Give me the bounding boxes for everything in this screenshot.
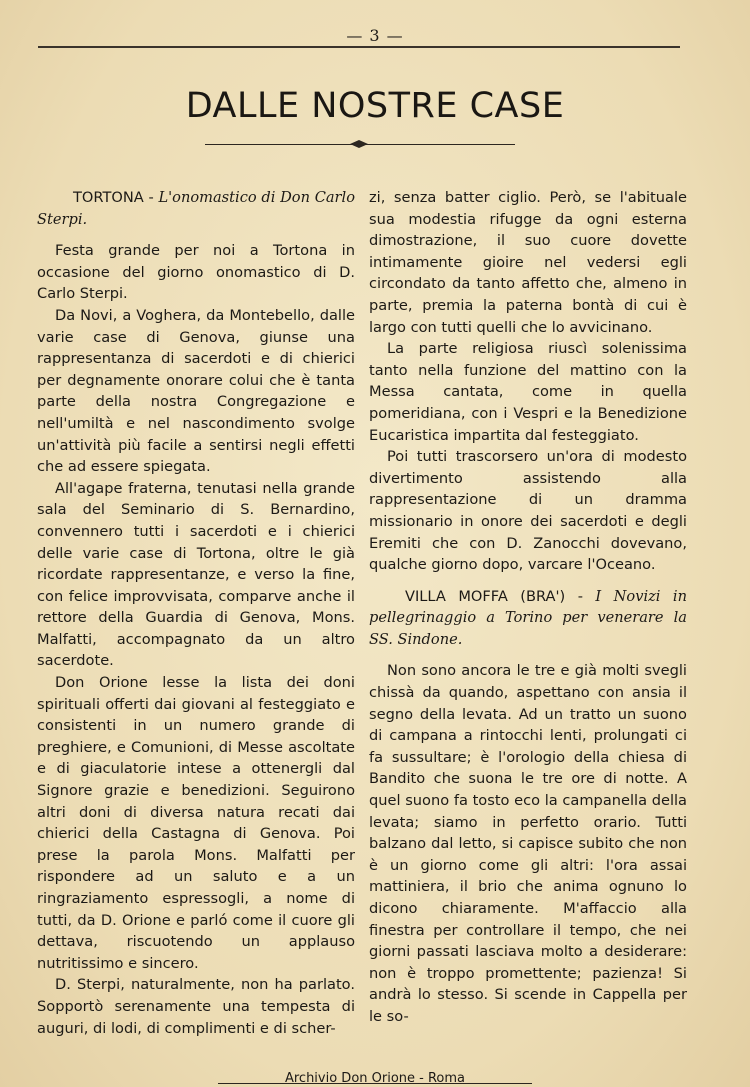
paragraph: Festa grande per noi a Tortona in occasione del giorno onomastico di D. Carlo Sterpi.	[37, 242, 355, 303]
right-column	[369, 187, 687, 1028]
paragraph: Poi tutti trascorsero un'ora di modesto divertimento assistendo alla rappresentazione di un dramma missionario in onore dei sacerdoti e degli Eremiti che con D. Zanocchi dovevano, qualche giorno dopo, varcare l'Oceano.	[369, 448, 687, 574]
paragraph: Da Novi, a Voghera, da Montebello, dalle varie case di Genova, giunse una rappresentanza di sacerdoti e di chierici per degnamente onorare colui che è tanta parte della nostra Congregazione e nell'umiltà e nel nascondimento svolge un'attività più facile a sentirsi negli effetti che ad essere spiegata.	[37, 306, 355, 476]
title-ornament	[205, 143, 515, 146]
page-number: — 3 —	[346, 26, 404, 45]
article-heading-villa-moffa	[369, 586, 687, 651]
heading-place: TORTONA -	[73, 189, 159, 206]
paragraph: D. Sterpi, naturalmente, non ha parlato. Sopportò serenamente una tempesta di auguri, di lodi, di complimenti e di scher-	[37, 976, 355, 1037]
heading-subject: I Novizi in pellegrinaggio a Torino per venerare la SS. Sindone.	[369, 587, 687, 648]
paragraph: Don Orione lesse la lista dei doni spirituali offerti dai giovani al festeggiato e consistenti in un numero grande di preghiere, e Comunioni, di Messe ascoltate e di giaculatorie intese a ottenergli dal Signore grazie e benedizioni. Seguirono altri doni di diversa natura recati dai chierici della Castagna di Genova. Poi prese la parola Mons. Malfatti per rispondere ad un saluto e a un ringraziamento espressogli, a nome di tutti, da D. Orione e parló come il cuore gli dettava, riscuotendo un applauso nutritissimo e sincero.	[37, 674, 355, 972]
paragraph: All'agape fraterna, tenutasi nella grande sala del Seminario di S. Bernardino, convennero tutti i sacerdoti e i chierici delle varie case di Tortona, oltre le già ricordate rappresentanze, e verso la fine, con felice improvvisata, comparve anche il rettore della Guardia di Genova, Mons. Malfatti, accompagnato da un altro sacerdote.	[37, 479, 355, 670]
paragraph: zi, senza batter ciglio. Però, se l'abituale sua modestia rifugge da ogni esterna dimostrazione, il suo cuore dovette intimamente gioire nel vedersi egli circondato da tanto affetto che, almeno in parte, premia la paterna bontà di cui è largo con tutti quelli che lo avvicinano.	[369, 189, 687, 336]
footer-rule	[218, 1083, 532, 1084]
ornament-diamond-icon	[350, 140, 368, 148]
paragraph: La parte religiosa riuscì solenissima tanto nella funzione del mattino con la Messa cantata, come in quella pomeridiana, con i Vespri e la Benedizione Eucaristica impartita dal festeggiato.	[369, 340, 687, 444]
article-heading-tortona	[37, 187, 355, 230]
header-rule	[38, 46, 680, 48]
heading-subject: L'onomastico di Don Carlo Sterpi.	[37, 189, 355, 228]
archive-footer	[0, 1069, 750, 1087]
archive-label: Archivio Don Orione - Roma	[284, 1071, 466, 1086]
paragraph: Non sono ancora le tre e già molti svegli chissà da quando, aspettano con ansia il segno della levata. Ad un tratto un suono di campana a rintocchi lenti, prolungati ci fa sussultare; è l'orologio della chiesa di Bandito che suona le tre ore di notte. A quel suono fa tosto eco la campanella della levata; siamo in perfetto orario. Tutti balzano dal letto, si capisce subito che non è un giorno come gli altri: l'ora assai mattiniera, il brio che anima ognuno lo dicono chiaramente. M'affaccio alla finestra per controllare il tempo, che nei giorni passati lasciava molto a desiderare: non è troppo promettente; pazienza! Si andrà lo stesso. Si scende in Cappella per le so-	[369, 662, 687, 1025]
section-title: DALLE NOSTRE CASE	[185, 86, 565, 126]
heading-place: VILLA MOFFA (BRA') -	[405, 587, 596, 605]
left-column	[37, 187, 355, 1039]
